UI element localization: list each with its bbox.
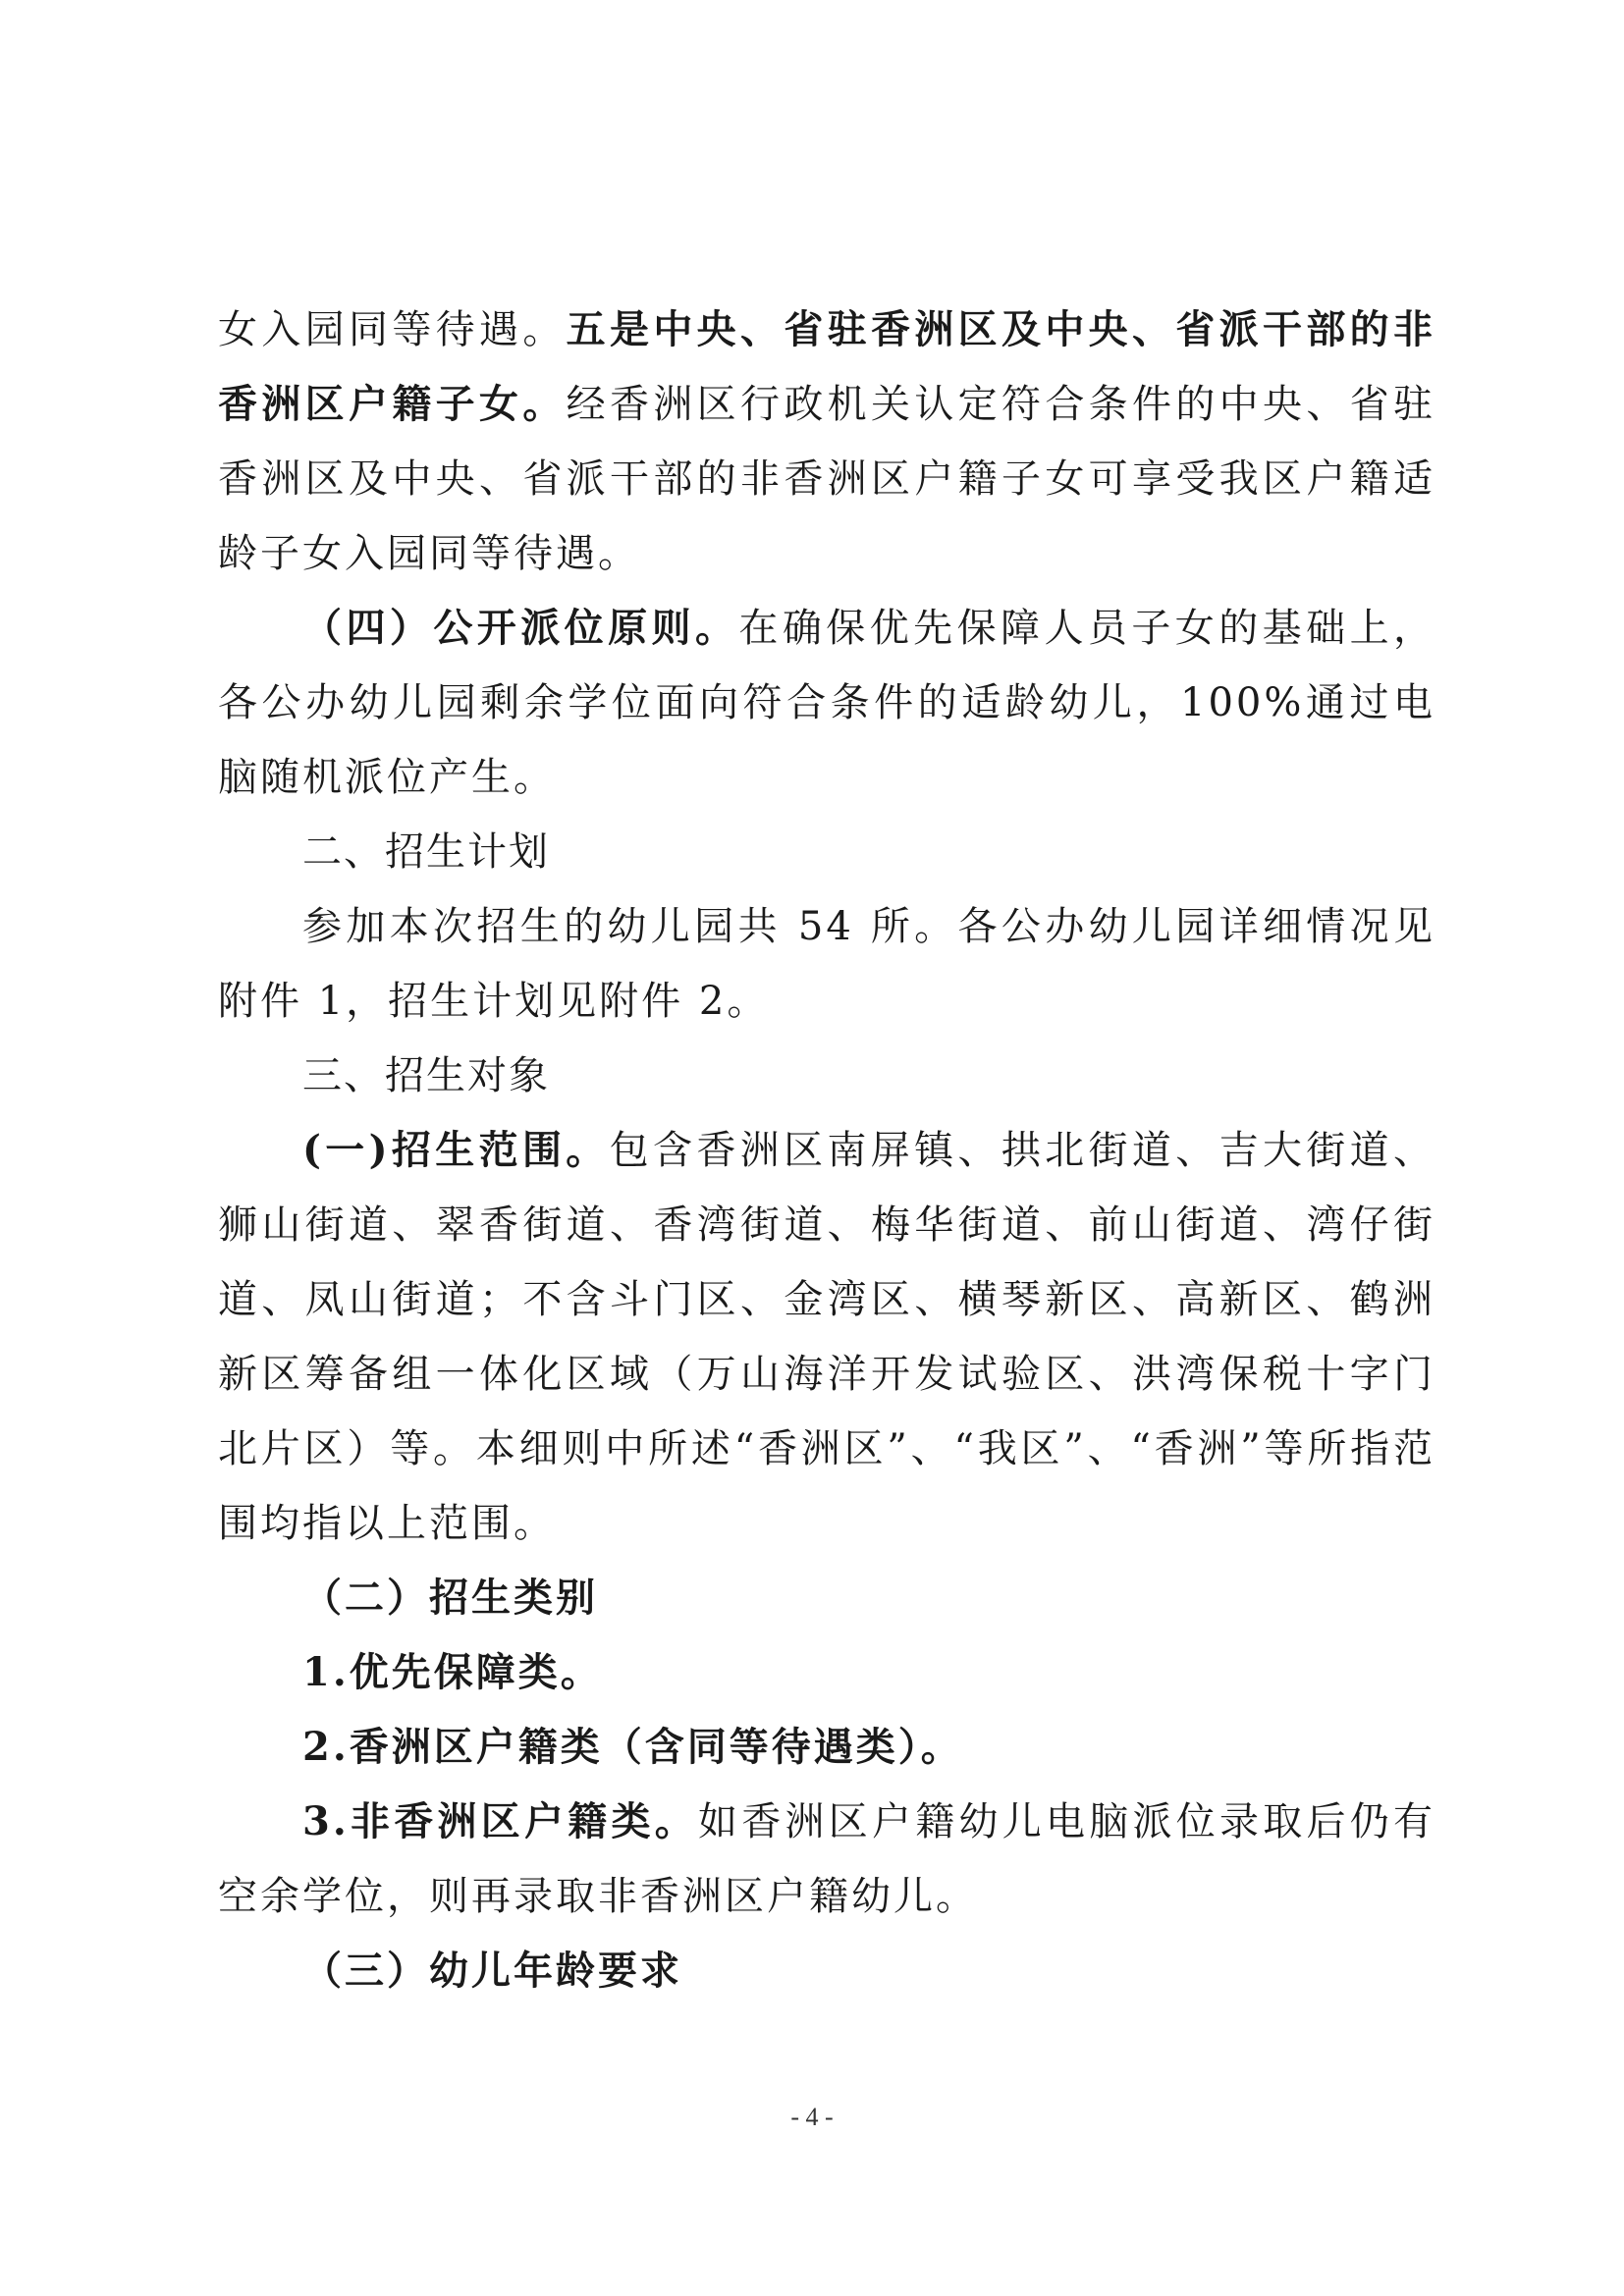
list-item-priority: 1.优先保障类。 bbox=[302, 1649, 603, 1695]
section-heading-enrollment-targets: 三、招生对象 bbox=[302, 1053, 550, 1098]
section-heading-enrollment-plan: 二、招生计划 bbox=[302, 829, 550, 875]
document-body bbox=[218, 293, 1435, 2008]
paragraph-text: 经香洲区行政机关认定符合条件的中央、省驻香洲区及中央、省派干部的非香洲区户籍子女可享受我区户籍适龄子女入园同等待遇。 bbox=[218, 382, 1436, 576]
paragraph-bold-lead: 3.非香洲区户籍类。 bbox=[302, 1798, 699, 1844]
paragraph-text: 包含香洲区南屏镇、拱北街道、吉大街道、狮山街道、翠香街道、香湾街道、梅华街道、前山街道、湾仔街道、凤山街道；不含斗门区、金湾区、横琴新区、高新区、鹤洲新区筹备组一体化区域（万山海洋开发试验区、洪湾保税十字门北片区）等。本细则中所述“香洲区”、“我区”、“香洲”等所指范围均指以上范围。 bbox=[218, 1128, 1435, 1546]
paragraph-bold-lead: (一)招生范围。 bbox=[302, 1127, 610, 1173]
paragraph-enrollment-scope bbox=[218, 1113, 1435, 1561]
paragraph-text: 如香洲区户籍幼儿电脑派位录取后仍有空余学位，则再录取非香洲区户籍幼儿。 bbox=[218, 1799, 1436, 1919]
paragraph-text: 在确保优先保障人员子女的基础上，各公办幼儿园剩余学位面向符合条件的适龄幼儿，100%通过电脑随机派位产生。 bbox=[218, 606, 1436, 800]
paragraph-allocation-principle bbox=[218, 591, 1435, 815]
paragraph-text: 女入园同等待遇。 bbox=[218, 307, 567, 352]
page-number: - 4 - bbox=[790, 2103, 834, 2131]
subheading-enrollment-categories: （二）招生类别 bbox=[302, 1575, 598, 1621]
paragraph-bold-lead: 五是中央、省驻香洲区及中央、省派干部的非香洲区户籍子女。 bbox=[218, 306, 1436, 427]
paragraph-enrollment-plan: 参加本次招生的幼儿园共 54 所。各公办幼儿园详细情况见附件 1，招生计划见附件 2。 bbox=[218, 904, 1435, 1024]
paragraph-bold-lead: （四）公开派位原则。 bbox=[302, 605, 739, 651]
subheading-age-requirement: （三）幼儿年龄要求 bbox=[302, 1948, 682, 1994]
list-item-non-local-household bbox=[218, 1785, 1435, 1934]
list-item-local-household: 2.香洲区户籍类（含同等待遇类）。 bbox=[302, 1724, 963, 1770]
paragraph-treatment bbox=[218, 293, 1435, 591]
